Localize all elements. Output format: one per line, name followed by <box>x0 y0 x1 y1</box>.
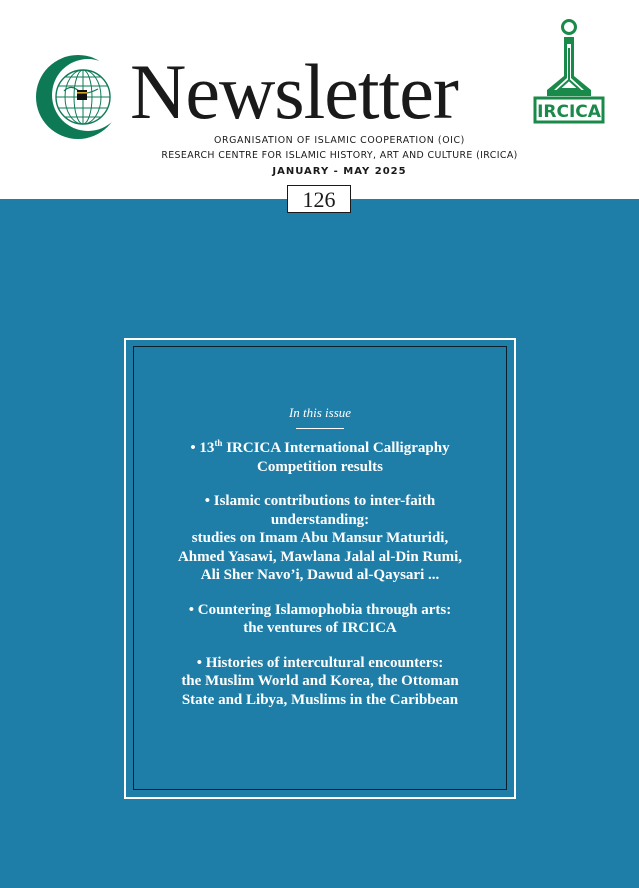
ircica-logo-text: IRCICA <box>537 102 601 122</box>
contents-item-calligraphy: • 13th IRCICA International Calligraphy Competition results <box>190 438 450 475</box>
heading-divider <box>296 428 344 429</box>
in-this-issue-heading: In this issue <box>288 405 352 420</box>
contents-item-intercultural: • Histories of intercultural encounters: the Muslim World and Korea, the Ottoman State and Libya, Muslims in the Caribbean <box>181 654 459 708</box>
newsletter-title: Newsletter <box>130 48 458 135</box>
masthead <box>0 0 639 199</box>
contents-item-islamophobia: • Countering Islamophobia through arts: the ventures of IRCICA <box>188 601 452 636</box>
org-name-oic: ORGANISATION OF ISLAMIC COOPERATION (OIC) <box>214 135 465 146</box>
contents-panel <box>136 404 504 725</box>
contents-item-interfaith: • Islamic contributions to inter-faith understanding: studies on Imam Abu Mansur Maturidi, Ahmed Yasawi, Mawlana Jalal al-Din Rumi, Ali Sher Navo’i, Dawud al-Qaysari ... <box>177 493 463 583</box>
issue-date: JANUARY - MAY 2025 <box>272 166 407 177</box>
org-name-ircica: RESEARCH CENTRE FOR ISLAMIC HISTORY, ART AND CULTURE (IRCICA) <box>161 150 518 161</box>
oic-logo-icon <box>36 55 120 139</box>
issue-number: 126 <box>287 185 351 213</box>
ircica-logo-icon <box>533 18 605 126</box>
